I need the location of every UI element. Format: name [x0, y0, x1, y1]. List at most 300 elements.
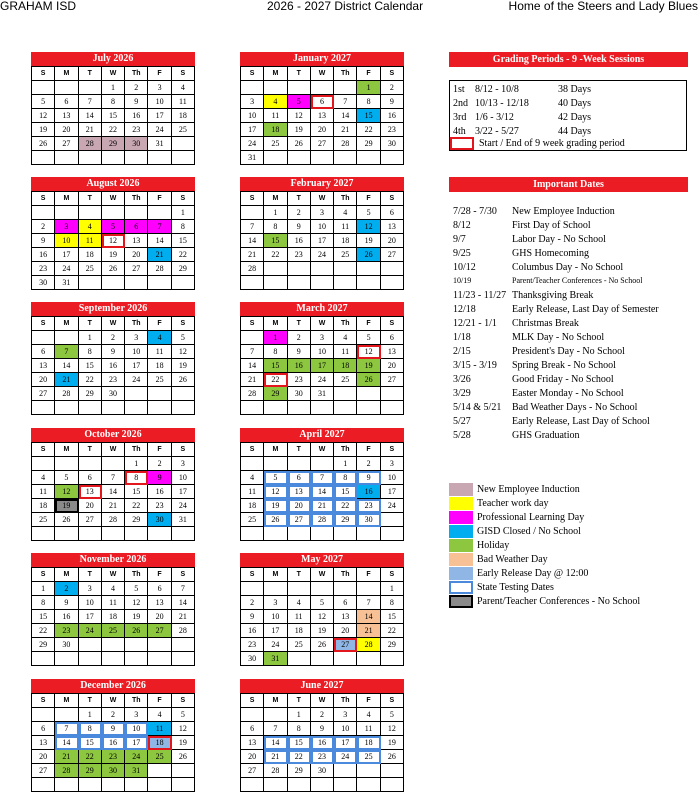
empty-day-cell: [148, 401, 171, 415]
month-grid: [31, 693, 195, 792]
empty-day-cell: [55, 457, 78, 471]
empty-day-cell: [381, 276, 404, 290]
day-cell: 13: [32, 359, 55, 373]
grading-days: 42 Days: [558, 112, 592, 123]
day-cell: 5: [264, 471, 287, 485]
weekday-header: S: [241, 568, 264, 582]
empty-day-cell: [334, 262, 357, 276]
day-cell: 28: [148, 262, 171, 276]
day-cell: 10: [55, 234, 78, 248]
day-cell: 27: [55, 137, 78, 151]
weekday-header: Th: [334, 317, 357, 331]
weekday-header: T: [79, 67, 102, 81]
empty-day-cell: [172, 401, 195, 415]
weekday-header: T: [288, 568, 311, 582]
day-cell: 16: [148, 485, 171, 499]
empty-day-cell: [311, 582, 334, 596]
day-cell: 17: [148, 109, 171, 123]
important-date-description: Bad Weather Days - No School: [512, 402, 638, 413]
day-cell: 29: [79, 387, 102, 401]
day-cell: 10: [241, 109, 264, 123]
empty-day-cell: [125, 206, 148, 220]
empty-day-cell: [102, 401, 125, 415]
day-cell: 16: [288, 234, 311, 248]
weekday-header: T: [79, 568, 102, 582]
weekday-header: S: [381, 67, 404, 81]
day-cell: 2: [125, 81, 148, 95]
day-cell: 4: [334, 331, 357, 345]
grading-q: 3rd: [453, 112, 467, 123]
weekday-header: S: [381, 568, 404, 582]
day-cell: 30: [125, 137, 148, 151]
empty-day-cell: [148, 387, 171, 401]
month-title: September 2026: [31, 302, 195, 316]
day-cell: 14: [55, 736, 78, 750]
weekday-header: S: [32, 443, 55, 457]
day-cell: 23: [288, 248, 311, 262]
empty-day-cell: [334, 778, 357, 792]
important-date-description: Spring Break - No School: [512, 360, 616, 371]
weekday-header: S: [172, 443, 195, 457]
day-cell: 27: [381, 248, 404, 262]
day-cell: 10: [334, 722, 357, 736]
day-cell: 11: [148, 722, 171, 736]
day-cell: 13: [55, 109, 78, 123]
legend-label: GISD Closed / No School: [477, 526, 581, 537]
month-title: May 2027: [240, 553, 404, 567]
empty-day-cell: [334, 401, 357, 415]
weekday-header: W: [102, 317, 125, 331]
day-cell: 28: [55, 764, 78, 778]
weekday-header: F: [148, 443, 171, 457]
day-cell: 19: [55, 499, 78, 513]
day-cell: 2: [311, 708, 334, 722]
day-cell: 6: [241, 722, 264, 736]
month-grid: [240, 66, 404, 165]
empty-day-cell: [32, 151, 55, 165]
day-cell: 18: [172, 109, 195, 123]
important-date-description: Christmas Break: [512, 318, 579, 329]
empty-day-cell: [79, 778, 102, 792]
day-cell: 6: [311, 95, 334, 109]
day-cell: 17: [264, 624, 287, 638]
important-date-description: President's Day - No School: [512, 346, 625, 357]
weekday-header: F: [148, 192, 171, 206]
day-cell: 2: [357, 457, 380, 471]
empty-day-cell: [264, 527, 287, 541]
day-cell: 30: [381, 137, 404, 151]
legend-swatch: [449, 511, 473, 524]
important-date: 3/29: [453, 388, 471, 399]
weekday-header: M: [264, 317, 287, 331]
day-cell: 28: [102, 513, 125, 527]
important-date: 5/14 & 5/21: [453, 402, 502, 413]
day-cell: 27: [334, 638, 357, 652]
day-cell: 25: [334, 373, 357, 387]
day-cell: 7: [55, 722, 78, 736]
day-cell: 13: [125, 234, 148, 248]
empty-day-cell: [102, 457, 125, 471]
weekday-header: W: [311, 192, 334, 206]
day-cell: 13: [79, 485, 102, 499]
day-cell: 4: [334, 206, 357, 220]
day-cell: 29: [125, 513, 148, 527]
day-cell: 7: [55, 345, 78, 359]
day-cell: 14: [55, 359, 78, 373]
day-cell: 22: [125, 499, 148, 513]
day-cell: 24: [381, 499, 404, 513]
day-cell: 10: [79, 596, 102, 610]
weekday-header: S: [172, 67, 195, 81]
day-cell: 1: [125, 457, 148, 471]
weekday-header: S: [32, 67, 55, 81]
weekday-header: T: [288, 694, 311, 708]
day-cell: 8: [172, 220, 195, 234]
empty-day-cell: [381, 387, 404, 401]
day-cell: 27: [241, 764, 264, 778]
day-cell: 9: [241, 610, 264, 624]
empty-day-cell: [334, 151, 357, 165]
empty-day-cell: [334, 527, 357, 541]
legend-swatch: [449, 525, 473, 538]
weekday-header: M: [55, 317, 78, 331]
day-cell: 7: [357, 596, 380, 610]
empty-day-cell: [172, 652, 195, 666]
month-title: December 2026: [31, 679, 195, 693]
day-cell: 8: [264, 220, 287, 234]
day-cell: 24: [172, 499, 195, 513]
day-cell: 7: [148, 220, 171, 234]
empty-day-cell: [381, 652, 404, 666]
weekday-header: S: [32, 568, 55, 582]
empty-day-cell: [241, 206, 264, 220]
legend-label: Early Release Day @ 12:00: [477, 568, 589, 579]
day-cell: 10: [264, 610, 287, 624]
legend-label: State Testing Dates: [477, 582, 554, 593]
empty-day-cell: [125, 652, 148, 666]
day-cell: 6: [381, 331, 404, 345]
weekday-header: F: [357, 568, 380, 582]
day-cell: 29: [381, 638, 404, 652]
empty-day-cell: [125, 276, 148, 290]
day-cell: 14: [334, 109, 357, 123]
day-cell: 20: [125, 248, 148, 262]
empty-day-cell: [125, 638, 148, 652]
empty-day-cell: [264, 708, 287, 722]
day-cell: 9: [381, 95, 404, 109]
day-cell: 2: [32, 220, 55, 234]
weekday-header: T: [79, 192, 102, 206]
day-cell: 29: [288, 764, 311, 778]
empty-day-cell: [241, 457, 264, 471]
empty-day-cell: [381, 527, 404, 541]
weekday-header: Th: [125, 317, 148, 331]
day-cell: 26: [102, 262, 125, 276]
weekday-header: W: [311, 694, 334, 708]
legend-label: Holiday: [477, 540, 510, 551]
day-cell: 4: [264, 95, 287, 109]
weekday-header: M: [264, 67, 287, 81]
grading-key-swatch: [450, 137, 474, 150]
day-cell: 5: [288, 95, 311, 109]
day-cell: 25: [148, 373, 171, 387]
month-calendar: [31, 302, 195, 415]
day-cell: 23: [241, 638, 264, 652]
weekday-header: W: [102, 67, 125, 81]
day-cell: 8: [264, 345, 287, 359]
weekday-header: T: [79, 443, 102, 457]
empty-day-cell: [381, 151, 404, 165]
month-grid: [240, 567, 404, 666]
weekday-header: Th: [334, 694, 357, 708]
empty-day-cell: [288, 778, 311, 792]
empty-day-cell: [172, 638, 195, 652]
day-cell: 22: [288, 750, 311, 764]
empty-day-cell: [311, 527, 334, 541]
day-cell: 24: [241, 137, 264, 151]
empty-day-cell: [264, 276, 287, 290]
empty-day-cell: [32, 652, 55, 666]
day-cell: 8: [381, 596, 404, 610]
weekday-header: M: [55, 694, 78, 708]
day-cell: 18: [334, 359, 357, 373]
weekday-header: T: [288, 443, 311, 457]
empty-day-cell: [334, 764, 357, 778]
day-cell: 22: [32, 624, 55, 638]
month-calendar: [240, 177, 404, 290]
important-date: 7/28 - 7/30: [453, 206, 497, 217]
empty-day-cell: [55, 778, 78, 792]
weekday-header: M: [55, 568, 78, 582]
day-cell: 17: [172, 485, 195, 499]
empty-day-cell: [125, 151, 148, 165]
month-title: February 2027: [240, 177, 404, 191]
day-cell: 31: [311, 387, 334, 401]
day-cell: 9: [311, 722, 334, 736]
day-cell: 25: [32, 513, 55, 527]
day-cell: 30: [241, 652, 264, 666]
day-cell: 19: [311, 624, 334, 638]
grading-q: 1st: [453, 84, 465, 95]
empty-day-cell: [288, 276, 311, 290]
day-cell: 30: [102, 764, 125, 778]
day-cell: 10: [148, 95, 171, 109]
day-cell: 8: [79, 722, 102, 736]
important-date-description: New Employee Induction: [512, 206, 615, 217]
day-cell: 1: [288, 708, 311, 722]
weekday-header: S: [32, 192, 55, 206]
day-cell: 2: [102, 331, 125, 345]
legend-label: Teacher work day: [477, 498, 549, 509]
day-cell: 14: [79, 109, 102, 123]
day-cell: 14: [357, 610, 380, 624]
empty-day-cell: [102, 652, 125, 666]
day-cell: 31: [172, 513, 195, 527]
day-cell: 26: [288, 137, 311, 151]
day-cell: 26: [172, 750, 195, 764]
weekday-header: S: [172, 568, 195, 582]
day-cell: 15: [79, 359, 102, 373]
day-cell: 15: [125, 485, 148, 499]
important-date: 10/12: [453, 262, 476, 273]
weekday-header: M: [264, 568, 287, 582]
empty-day-cell: [288, 262, 311, 276]
day-cell: 16: [32, 248, 55, 262]
empty-day-cell: [357, 652, 380, 666]
important-date-description: GHS Graduation: [512, 430, 580, 441]
day-cell: 28: [241, 387, 264, 401]
empty-day-cell: [357, 276, 380, 290]
day-cell: 14: [311, 485, 334, 499]
day-cell: 24: [125, 750, 148, 764]
month-calendar: [240, 52, 404, 165]
day-cell: 8: [334, 471, 357, 485]
day-cell: 14: [264, 736, 287, 750]
empty-day-cell: [381, 764, 404, 778]
day-cell: 18: [32, 499, 55, 513]
empty-day-cell: [311, 276, 334, 290]
day-cell: 6: [32, 722, 55, 736]
month-title: March 2027: [240, 302, 404, 316]
empty-day-cell: [241, 778, 264, 792]
day-cell: 15: [32, 610, 55, 624]
day-cell: 1: [172, 206, 195, 220]
day-cell: 13: [381, 345, 404, 359]
district-motto: Home of the Steers and Lady Blues: [508, 0, 698, 13]
legend-swatch: [449, 497, 473, 510]
day-cell: 12: [357, 220, 380, 234]
day-cell: 24: [334, 750, 357, 764]
important-date-description: Thanksgiving Break: [512, 290, 594, 301]
day-cell: 14: [148, 234, 171, 248]
day-cell: 25: [357, 750, 380, 764]
day-cell: 30: [357, 513, 380, 527]
day-cell: 9: [357, 471, 380, 485]
month-grid: [240, 191, 404, 290]
day-cell: 6: [288, 471, 311, 485]
important-date: 12/18: [453, 304, 476, 315]
empty-day-cell: [55, 331, 78, 345]
empty-day-cell: [288, 652, 311, 666]
month-grid: [31, 316, 195, 415]
day-cell: 9: [102, 345, 125, 359]
empty-day-cell: [381, 778, 404, 792]
empty-day-cell: [357, 387, 380, 401]
weekday-header: Th: [125, 443, 148, 457]
grading-range: 8/12 - 10/8: [475, 84, 519, 95]
weekday-header: Th: [334, 67, 357, 81]
day-cell: 30: [288, 387, 311, 401]
day-cell: 19: [32, 123, 55, 137]
weekday-header: F: [148, 67, 171, 81]
weekday-header: F: [357, 67, 380, 81]
weekday-header: T: [79, 694, 102, 708]
empty-day-cell: [357, 262, 380, 276]
month-title: January 2027: [240, 52, 404, 66]
day-cell: 22: [264, 373, 287, 387]
weekday-header: W: [311, 317, 334, 331]
day-cell: 19: [102, 248, 125, 262]
day-cell: 21: [102, 499, 125, 513]
legend-label: Parent/Teacher Conferences - No School: [477, 596, 641, 607]
weekday-header: S: [381, 694, 404, 708]
weekday-header: W: [311, 443, 334, 457]
empty-day-cell: [55, 401, 78, 415]
day-cell: 1: [32, 582, 55, 596]
day-cell: 5: [357, 206, 380, 220]
day-cell: 14: [172, 596, 195, 610]
empty-day-cell: [334, 276, 357, 290]
day-cell: 12: [264, 485, 287, 499]
month-calendar: [31, 177, 195, 290]
day-cell: 8: [79, 345, 102, 359]
day-cell: 10: [311, 345, 334, 359]
day-cell: 21: [241, 373, 264, 387]
day-cell: 22: [172, 248, 195, 262]
day-cell: 13: [381, 220, 404, 234]
empty-day-cell: [311, 262, 334, 276]
day-cell: 12: [125, 596, 148, 610]
month-title: April 2027: [240, 428, 404, 442]
day-cell: 5: [102, 220, 125, 234]
calendar-title: 2026 - 2027 District Calendar: [267, 0, 424, 13]
empty-day-cell: [172, 764, 195, 778]
day-cell: 23: [288, 373, 311, 387]
day-cell: 28: [311, 513, 334, 527]
day-cell: 22: [79, 750, 102, 764]
day-cell: 3: [55, 220, 78, 234]
day-cell: 5: [172, 331, 195, 345]
important-date: 10/19: [453, 276, 472, 285]
day-cell: 18: [148, 359, 171, 373]
day-cell: 2: [288, 331, 311, 345]
month-calendar: [31, 553, 195, 666]
day-cell: 6: [334, 596, 357, 610]
day-cell: 1: [79, 331, 102, 345]
day-cell: 18: [102, 610, 125, 624]
day-cell: 2: [241, 596, 264, 610]
month-title: July 2026: [31, 52, 195, 66]
day-cell: 9: [102, 722, 125, 736]
day-cell: 12: [32, 109, 55, 123]
important-date-description: MLK Day - No School: [512, 332, 605, 343]
day-cell: 4: [79, 220, 102, 234]
empty-day-cell: [79, 527, 102, 541]
day-cell: 13: [148, 596, 171, 610]
day-cell: 12: [172, 345, 195, 359]
empty-day-cell: [32, 708, 55, 722]
empty-day-cell: [172, 527, 195, 541]
day-cell: 5: [357, 331, 380, 345]
day-cell: 1: [102, 81, 125, 95]
weekday-header: W: [311, 568, 334, 582]
weekday-header: W: [311, 67, 334, 81]
empty-day-cell: [32, 81, 55, 95]
empty-day-cell: [357, 778, 380, 792]
day-cell: 27: [32, 387, 55, 401]
empty-day-cell: [357, 527, 380, 541]
day-cell: 7: [172, 582, 195, 596]
day-cell: 19: [288, 123, 311, 137]
empty-day-cell: [288, 401, 311, 415]
empty-day-cell: [241, 331, 264, 345]
month-calendar: [240, 302, 404, 415]
day-cell: 23: [102, 750, 125, 764]
weekday-header: S: [172, 192, 195, 206]
day-cell: 22: [357, 123, 380, 137]
day-cell: 24: [148, 123, 171, 137]
day-cell: 6: [125, 220, 148, 234]
